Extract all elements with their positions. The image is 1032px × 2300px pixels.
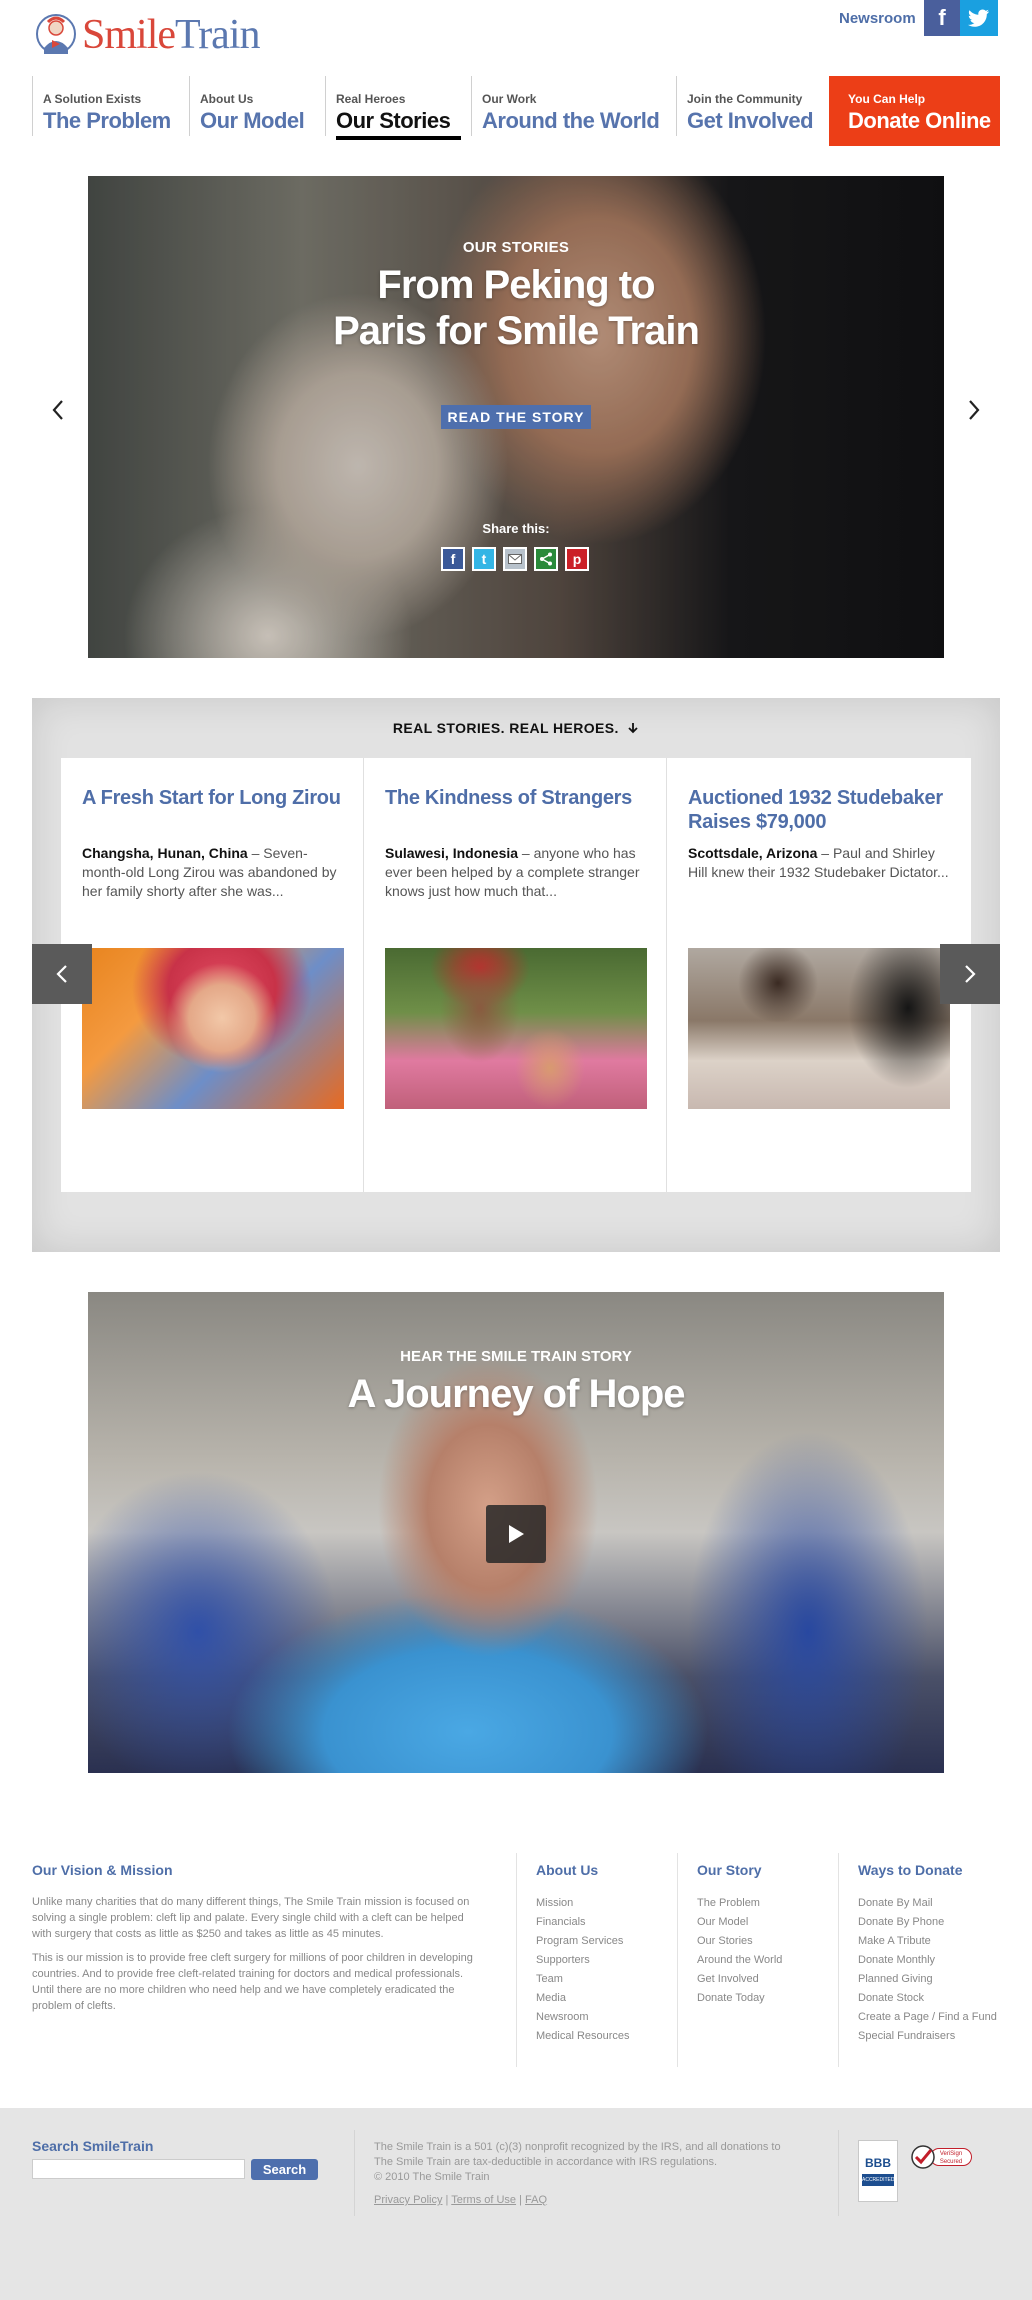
bottom-divider <box>354 2130 355 2216</box>
stories-heading-text: REAL STORIES. REAL HEROES. <box>392 720 619 736</box>
footer-ways-title[interactable]: Ways to Donate <box>858 1862 963 1878</box>
nav-item-kicker: Real Heroes <box>336 92 406 106</box>
bottom-divider <box>838 2130 839 2216</box>
bbb-sub: ACCREDITED BUSINESS <box>862 2174 894 2186</box>
share-label: Share this: <box>482 521 550 536</box>
footer-link[interactable]: Get Involved <box>697 1973 759 1985</box>
nav-item-kicker: Our Work <box>482 92 537 106</box>
footer-link[interactable]: Donate By Mail <box>858 1897 933 1909</box>
hero-title-line: From Peking to <box>377 263 655 307</box>
footer-link[interactable]: Mission <box>536 1897 574 1909</box>
privacy-policy-link[interactable]: Privacy Policy <box>374 2194 443 2206</box>
terms-of-use-link[interactable]: Terms of Use <box>451 2194 517 2206</box>
legal-text <box>374 2140 794 2208</box>
footer-divider <box>838 1853 839 2067</box>
story-cards <box>61 758 971 1192</box>
search-title: Search SmileTrain <box>32 2138 154 2154</box>
video-section[interactable] <box>88 1292 944 1773</box>
checkmark-icon <box>910 2144 936 2170</box>
nav-item-label: The Problem <box>43 108 171 133</box>
footer-divider <box>677 1853 678 2067</box>
footer-link[interactable]: Around the World <box>697 1954 783 1966</box>
hero-title-line: Paris for Smile Train <box>333 309 699 353</box>
play-icon[interactable] <box>486 1505 546 1563</box>
video-kicker: HEAR THE SMILE TRAIN STORY <box>400 1348 632 1365</box>
hero-slide <box>88 176 944 658</box>
share-icons <box>441 547 589 571</box>
copyright: © 2010 The Smile Train <box>374 2171 490 2183</box>
story-card[interactable] <box>667 758 970 1192</box>
footer-vision-paragraph: Unlike many charities that do many different things, The Smile Train mission is focused on solving a single problem: cleft lip and palate. Every single child with a cleft can be helped with surgery that costs as little as $250 and takes as little as 45 minutes. <box>32 1896 470 1940</box>
story-card-summary <box>385 844 646 948</box>
nav-item-our-model[interactable] <box>189 76 325 136</box>
story-card-summary <box>82 844 343 948</box>
nav-item-label: Around the World <box>482 108 660 133</box>
facebook-icon[interactable]: f <box>441 547 465 571</box>
nav-item-kicker: About Us <box>200 92 254 106</box>
footer-about <box>536 1862 630 2046</box>
twitter-icon[interactable] <box>960 0 998 36</box>
footer-link[interactable]: Financials <box>536 1916 586 1928</box>
logo-mark-icon <box>32 8 80 62</box>
footer-link[interactable]: Special Fundraisers <box>858 2030 956 2042</box>
twitter-icon[interactable]: t <box>472 547 496 571</box>
story-card-image[interactable] <box>82 948 344 1109</box>
footer-ways-list <box>858 1894 997 2046</box>
read-the-story-button[interactable]: READ THE STORY <box>441 405 591 429</box>
newsroom-link[interactable]: Newsroom <box>839 10 916 27</box>
story-card-image[interactable] <box>688 948 950 1109</box>
story-card-text: – anyone who has ever been helped by a complete stranger knows just how much that... <box>385 845 640 899</box>
smiletrain-logo[interactable] <box>32 8 260 62</box>
donate-label: Donate Online <box>848 108 991 133</box>
site-header <box>0 0 1032 70</box>
footer-vision <box>32 1862 482 2022</box>
hero-kicker: OUR STORIES <box>462 239 570 256</box>
story-card-title[interactable]: The Kindness of Strangers <box>385 787 632 809</box>
hero-prev-arrow-icon[interactable] <box>43 390 73 430</box>
footer-link[interactable]: Create a Page / Find a Fund <box>858 2011 997 2023</box>
stories-prev-arrow-icon[interactable] <box>32 944 92 1004</box>
facebook-icon[interactable]: f <box>924 0 960 36</box>
stories-heading <box>32 720 1000 736</box>
site-footer <box>0 1813 1032 2113</box>
story-card[interactable] <box>61 758 364 1192</box>
nav-item-kicker: A Solution Exists <box>43 92 142 106</box>
social-links <box>924 0 998 36</box>
footer-link[interactable]: Donate Stock <box>858 1992 925 2004</box>
logo-text-train: Train <box>175 12 260 58</box>
nav-item-around-the-world[interactable] <box>471 76 676 136</box>
donate-kicker: You Can Help <box>848 92 926 106</box>
story-card-text: – Seven-month-old Long Zirou was abandoned by her family shorty after she was... <box>82 845 337 899</box>
nav-item-our-stories[interactable] <box>325 76 471 136</box>
hero-title <box>88 262 944 354</box>
nav-item-the-problem[interactable] <box>32 76 189 136</box>
logo-text <box>82 11 260 59</box>
footer-link[interactable]: Donate Today <box>697 1992 765 2004</box>
story-card-location: Changsha, Hunan, China <box>82 845 248 861</box>
bottom-bar <box>0 2108 1032 2300</box>
search-input[interactable] <box>32 2159 245 2179</box>
footer-story-title[interactable]: Our Story <box>697 1862 762 1878</box>
footer-link[interactable]: Newsroom <box>536 2011 589 2023</box>
legal-line: The Smile Train is a 501 (c)(3) nonprofit recognized by the IRS, and all donations to <box>374 2141 781 2153</box>
footer-story-list <box>697 1894 782 2008</box>
story-card-title[interactable]: Auctioned 1932 Studebaker Raises $79,000 <box>688 787 943 833</box>
story-card-text: – Paul and Shirley Hill knew their 1932 Studebaker Dictator... <box>688 845 949 880</box>
legal-line: The Smile Train are tax-deductible in accordance with IRS regulations. <box>374 2156 718 2168</box>
nav-item-label: Our Stories <box>336 108 451 133</box>
footer-about-list <box>536 1894 630 2046</box>
footer-link[interactable]: Donate Monthly <box>858 1954 936 1966</box>
footer-ways-to-donate <box>858 1862 997 2046</box>
verisign-secured-badge[interactable] <box>910 2142 972 2172</box>
story-card-image[interactable] <box>385 948 647 1109</box>
share-icon[interactable] <box>534 547 558 571</box>
verisign-text: VeriSign Secured <box>930 2148 972 2166</box>
story-card-summary <box>688 844 950 948</box>
pinterest-icon[interactable]: p <box>565 547 589 571</box>
stories-next-arrow-icon[interactable] <box>940 944 1000 1004</box>
nav-item-kicker: Join the Community <box>687 92 803 106</box>
email-icon[interactable] <box>503 547 527 571</box>
bbb-text: BBB <box>865 2156 891 2170</box>
story-card-title[interactable]: A Fresh Start for Long Zirou <box>82 787 341 809</box>
nav-item-get-involved[interactable] <box>676 76 826 136</box>
footer-vision-paragraph: This is our mission is to provide free cleft surgery for millions of poor children in developing countries. And to provide free cleft-related training for doctors and medical professionals. Until there are no more children who need help and we have completely eradicated the problem of clefts. <box>32 1952 473 2012</box>
footer-link[interactable]: Donate By Phone <box>858 1916 945 1928</box>
footer-link[interactable]: Media <box>536 1992 566 2004</box>
logo-text-smile: Smile <box>82 12 176 58</box>
footer-vision-title: Our Vision & Mission <box>32 1862 173 1878</box>
nav-item-label: Our Model <box>200 108 305 133</box>
nav-item-label: Get Involved <box>687 108 814 133</box>
footer-link[interactable]: Team <box>536 1973 563 1985</box>
footer-link[interactable]: Planned Giving <box>858 1973 933 1985</box>
faq-link[interactable]: FAQ <box>525 2194 548 2206</box>
footer-link[interactable]: Our Stories <box>697 1935 753 1947</box>
arrow-down-icon <box>627 722 639 734</box>
footer-link[interactable]: Medical Resources <box>536 2030 630 2042</box>
story-card-location: Scottsdale, Arizona <box>688 845 818 861</box>
bbb-accredited-badge[interactable] <box>858 2140 898 2202</box>
video-title: A Journey of Hope <box>347 1372 685 1416</box>
footer-link[interactable]: Make A Tribute <box>858 1935 931 1947</box>
legal-links: Privacy Policy | Terms of Use | FAQ <box>374 2194 548 2206</box>
footer-link[interactable]: Supporters <box>536 1954 590 1966</box>
footer-link[interactable]: The Problem <box>697 1897 760 1909</box>
footer-our-story <box>697 1862 782 2008</box>
footer-about-title[interactable]: About Us <box>536 1862 599 1878</box>
hero-next-arrow-icon[interactable] <box>959 390 989 430</box>
main-nav <box>32 76 826 146</box>
donate-online-button[interactable] <box>829 76 1000 146</box>
search-button[interactable]: Search <box>251 2159 318 2180</box>
footer-divider <box>516 1853 517 2067</box>
story-card-location: Sulawesi, Indonesia <box>385 845 519 861</box>
footer-link[interactable]: Program Services <box>536 1935 624 1947</box>
story-card[interactable] <box>364 758 667 1192</box>
stories-section <box>32 698 1000 1252</box>
footer-link[interactable]: Our Model <box>697 1916 749 1928</box>
